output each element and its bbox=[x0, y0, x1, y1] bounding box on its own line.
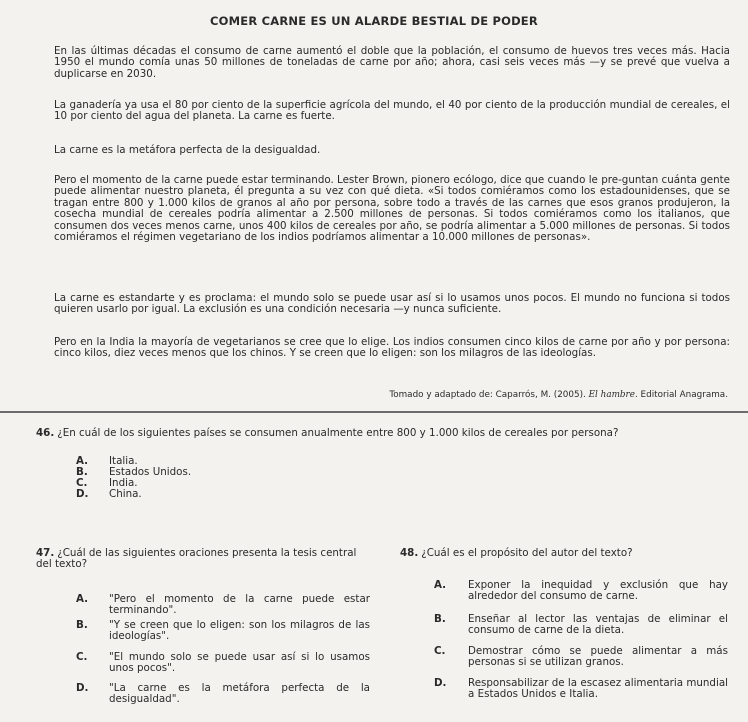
paragraph-6: Pero en la India la mayoría de vegetarianos se cree que lo elige. Los indios consumen cinco kilos de carne por año y por persona: cinco kilos, diez veces menos que los chinos. Y se creen que lo eligen: son los milagros de las ideologías. bbox=[54, 336, 730, 360]
question-47-number: 47. bbox=[36, 547, 55, 559]
source-book-title: El hambre bbox=[588, 390, 635, 400]
option-letter: B. bbox=[434, 613, 446, 625]
option-letter: C. bbox=[76, 477, 88, 489]
option-letter: D. bbox=[434, 677, 447, 689]
question-47-text: ¿Cuál de las siguientes oraciones presenta la tesis central del texto? bbox=[36, 547, 357, 571]
paragraph-1: En las últimas décadas el consumo de carne aumentó el doble que la población, el consumo de huevos tres veces más. Hacia 1950 el mundo comía unas 50 millones de toneladas de carne por año; ahora, casi seis veces más —y se prevé que vuelva a duplicarse en 2030. bbox=[54, 45, 730, 80]
option-text: China. bbox=[109, 488, 142, 500]
paragraph-2: La ganadería ya usa el 80 por ciento de la superficie agrícola del mundo, el 40 por ciento de la producción mundial de cereales, el 10 por ciento del agua del planeta. La carne es fuerte. bbox=[54, 99, 730, 123]
question-48-text: ¿Cuál es el propósito del autor del texto? bbox=[421, 547, 633, 559]
option-letter: A. bbox=[76, 593, 89, 605]
option-letter: C. bbox=[434, 645, 446, 657]
question-48-number: 48. bbox=[400, 547, 419, 559]
paragraph-4: Pero el momento de la carne puede estar terminando. Lester Brown, pionero ecólogo, dice que cuando le pre-guntan cuánta gente puede alimentar nuestro planeta, él pregunta a su vez con qué dieta. «Si todos comiéramos como los estadounidenses, que se tragan entre 800 y 1.000 kilos de granos al año por persona, sobre todo a través de las carnes que esos granos produjeron, la cosecha mundial de cereales podría alimentar a 2.500 millones de personas. Si todos comiéramos como los italianos, que consumen dos veces menos carne, unos 400 kilos de cereales por año, se podría alimentar a 5.000 millones de personas. Si todos comiéramos el régimen vegetariano de los indios podríamos alimentar a 10.000 millones de personas». bbox=[54, 174, 730, 244]
option-text: "Pero el momento de la carne puede estar terminando". bbox=[109, 593, 370, 617]
option-text: Exponer la inequidad y exclusión que hay alrededor del consumo de carne. bbox=[468, 579, 728, 603]
question-46 bbox=[36, 428, 730, 439]
paragraph-5: La carne es estandarte y es proclama: el mundo solo se puede usar así si lo usamos unos pocos. El mundo no funciona si todos quieren usarlo por igual. La exclusión es una condición necesaria —y nunca suficiente. bbox=[54, 292, 730, 316]
q48-option-a[interactable] bbox=[434, 580, 728, 602]
reading-title: COMER CARNE ES UN ALARDE BESTIAL DE PODER bbox=[210, 14, 538, 28]
option-letter: A. bbox=[76, 455, 89, 467]
source-citation bbox=[330, 390, 728, 400]
q46-option-d[interactable] bbox=[76, 489, 376, 500]
option-text: Responsabilizar de la escasez alimentaria mundial a Estados Unidos e Italia. bbox=[468, 677, 729, 701]
question-46-number: 46. bbox=[36, 427, 55, 439]
option-letter: B. bbox=[76, 619, 88, 631]
option-letter: D. bbox=[76, 682, 89, 694]
q48-option-b[interactable] bbox=[434, 614, 728, 636]
question-48 bbox=[400, 548, 730, 559]
source-suffix: . Editorial Anagrama. bbox=[634, 390, 728, 400]
q47-option-b[interactable] bbox=[76, 620, 370, 642]
q47-option-c[interactable] bbox=[76, 652, 370, 674]
option-text: Enseñar al lector las ventajas de eliminar el consumo de carne de la dieta. bbox=[468, 613, 728, 637]
paragraph-3: La carne es la metáfora perfecta de la desigualdad. bbox=[54, 144, 321, 156]
option-text: "Y se creen que lo eligen: son los milagros de las ideologías". bbox=[109, 619, 370, 643]
question-46-text: ¿En cuál de los siguientes países se consumen anualmente entre 800 y 1.000 kilos de cereales por persona? bbox=[57, 427, 619, 439]
option-text: Estados Unidos. bbox=[109, 466, 192, 478]
option-letter: A. bbox=[434, 579, 447, 591]
option-text: Demostrar cómo se puede alimentar a más personas si se utilizan granos. bbox=[468, 645, 728, 669]
option-text: "La carne es la metáfora perfecta de la desigualdad". bbox=[109, 682, 370, 706]
option-text: "El mundo solo se puede usar así si lo usamos unos pocos". bbox=[109, 651, 370, 675]
option-letter: D. bbox=[76, 488, 89, 500]
option-text: India. bbox=[109, 477, 138, 489]
option-letter: C. bbox=[76, 651, 88, 663]
question-47 bbox=[36, 548, 372, 571]
q48-option-d[interactable] bbox=[434, 678, 728, 700]
option-text: Italia. bbox=[109, 455, 138, 467]
q48-option-c[interactable] bbox=[434, 646, 728, 668]
section-divider bbox=[0, 411, 748, 413]
q47-option-a[interactable] bbox=[76, 594, 370, 616]
source-prefix: Tomado y adaptado de: Caparrós, M. (2005). bbox=[389, 390, 589, 400]
option-letter: B. bbox=[76, 466, 88, 478]
q47-option-d[interactable] bbox=[76, 683, 370, 705]
